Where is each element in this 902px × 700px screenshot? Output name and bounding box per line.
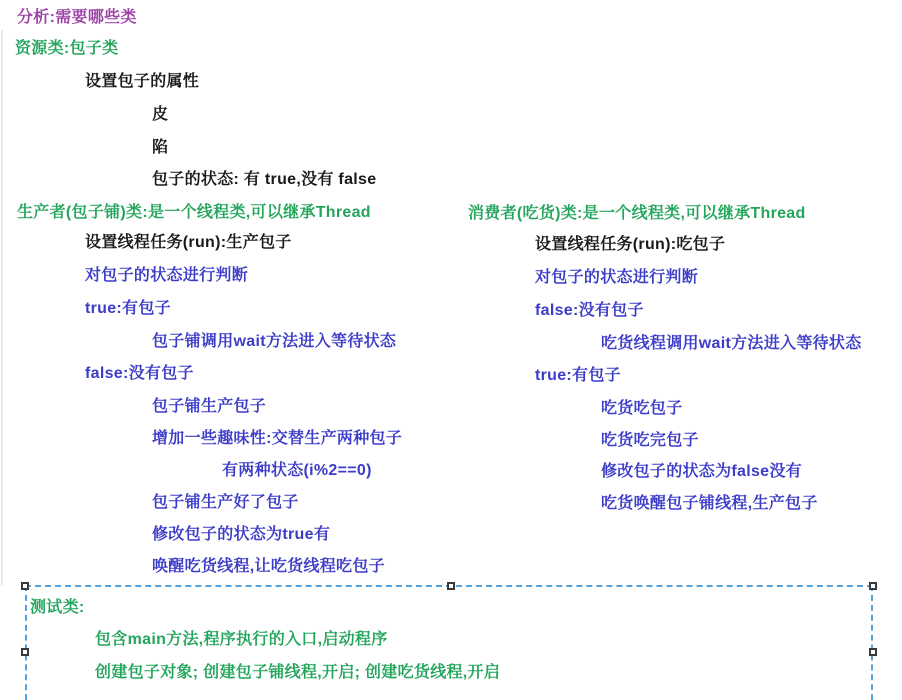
note-line: false:没有包子: [85, 365, 194, 382]
note-line: 皮: [152, 106, 169, 123]
test-class-line: 包含main方法,程序执行的入口,启动程序: [95, 631, 388, 648]
note-line: true:有包子: [85, 300, 171, 317]
canvas-edge-line: [1, 30, 3, 585]
selection-handle[interactable]: [21, 582, 29, 590]
note-line: 消费者(吃货)类:是一个线程类,可以继承Thread: [468, 205, 806, 222]
selection-handle[interactable]: [869, 648, 877, 656]
note-line: 包子铺调用wait方法进入等待状态: [152, 333, 397, 350]
note-line: 吃货线程调用wait方法进入等待状态: [601, 335, 862, 352]
note-line: 资源类:包子类: [15, 40, 119, 57]
note-line: 对包子的状态进行判断: [535, 269, 699, 286]
note-line: 设置线程任务(run):吃包子: [535, 236, 726, 253]
note-line: 分析:需要哪些类: [17, 9, 137, 26]
note-line: false:没有包子: [535, 302, 644, 319]
test-class-line: 测试类:: [30, 599, 85, 616]
note-line: true:有包子: [535, 367, 621, 384]
note-line: 修改包子的状态为false没有: [601, 463, 802, 480]
note-line: 增加一些趣味性:交替生产两种包子: [152, 430, 403, 447]
note-line: 包子铺生产好了包子: [152, 494, 299, 511]
note-line: 陷: [152, 139, 169, 156]
note-line: 修改包子的状态为true有: [152, 526, 331, 543]
note-line: 吃货吃包子: [601, 400, 683, 417]
selection-handle[interactable]: [869, 582, 877, 590]
note-line: 对包子的状态进行判断: [85, 267, 249, 284]
note-line: 包子铺生产包子: [152, 398, 267, 415]
test-class-line: 创建包子对象; 创建包子铺线程,开启; 创建吃货线程,开启: [95, 664, 501, 681]
note-line: 有两种状态(i%2==0): [222, 462, 372, 479]
note-line: 包子的状态: 有 true,没有 false: [152, 171, 377, 188]
note-line: 生产者(包子铺)类:是一个线程类,可以继承Thread: [17, 204, 371, 221]
note-line: 设置包子的属性: [85, 73, 200, 90]
note-line: 吃货吃完包子: [601, 432, 699, 449]
note-line: 吃货唤醒包子铺线程,生产包子: [601, 495, 818, 512]
selection-handle[interactable]: [21, 648, 29, 656]
note-line: 设置线程任务(run):生产包子: [85, 234, 292, 251]
note-line: 唤醒吃货线程,让吃货线程吃包子: [152, 558, 385, 575]
selection-handle[interactable]: [447, 582, 455, 590]
